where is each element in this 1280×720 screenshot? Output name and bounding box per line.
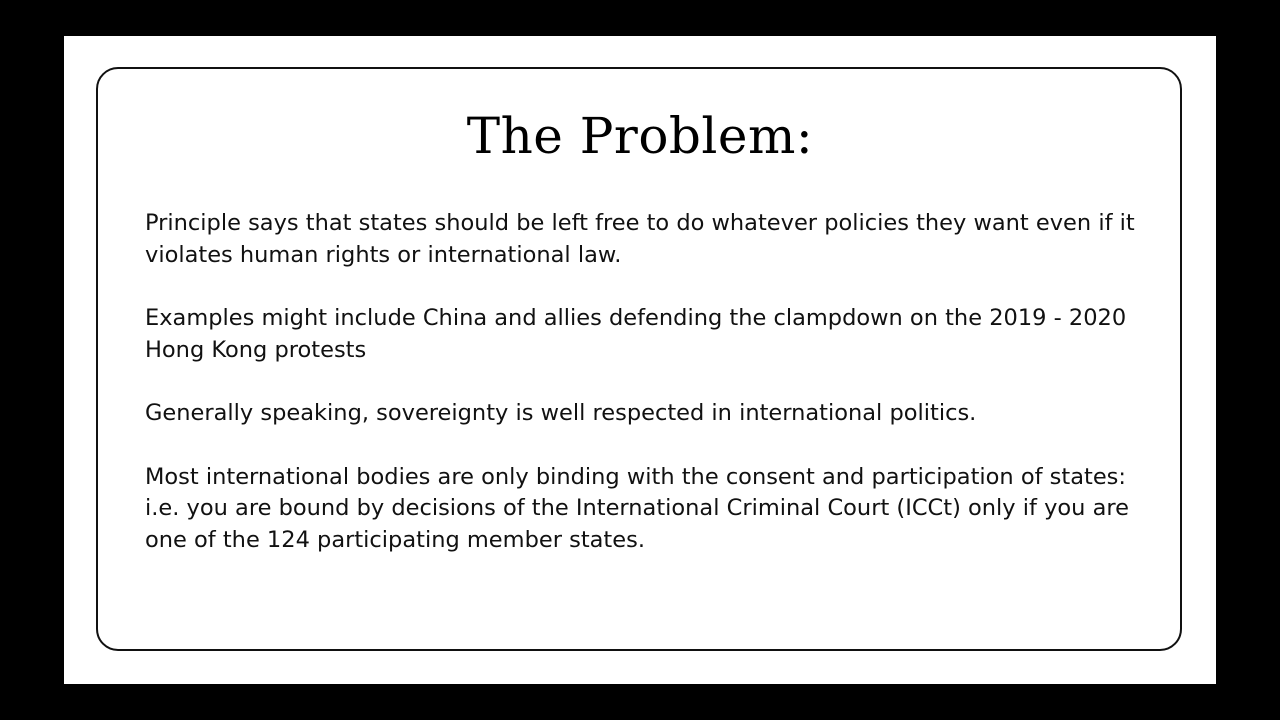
slide-title: The Problem:: [466, 107, 814, 165]
paragraph-principle: Principle says that states should be left free to do whatever policies they want even if it violates human rights or international law.: [145, 210, 1135, 268]
slide: [64, 36, 1216, 684]
paragraph-international-bodies: Most international bodies are only binding with the consent and participation of states: i.e. you are bound by decisions of the International Criminal Court (ICCt) only if you are one of the 124 participating member states.: [145, 463, 1129, 553]
slide-body: [145, 208, 1145, 588]
paragraph-examples: Examples might include China and allies defending the clampdown on the 2019 - 2020 Hong Kong protests: [145, 305, 1127, 363]
paragraph-sovereignty: Generally speaking, sovereignty is well respected in international politics.: [145, 400, 977, 426]
